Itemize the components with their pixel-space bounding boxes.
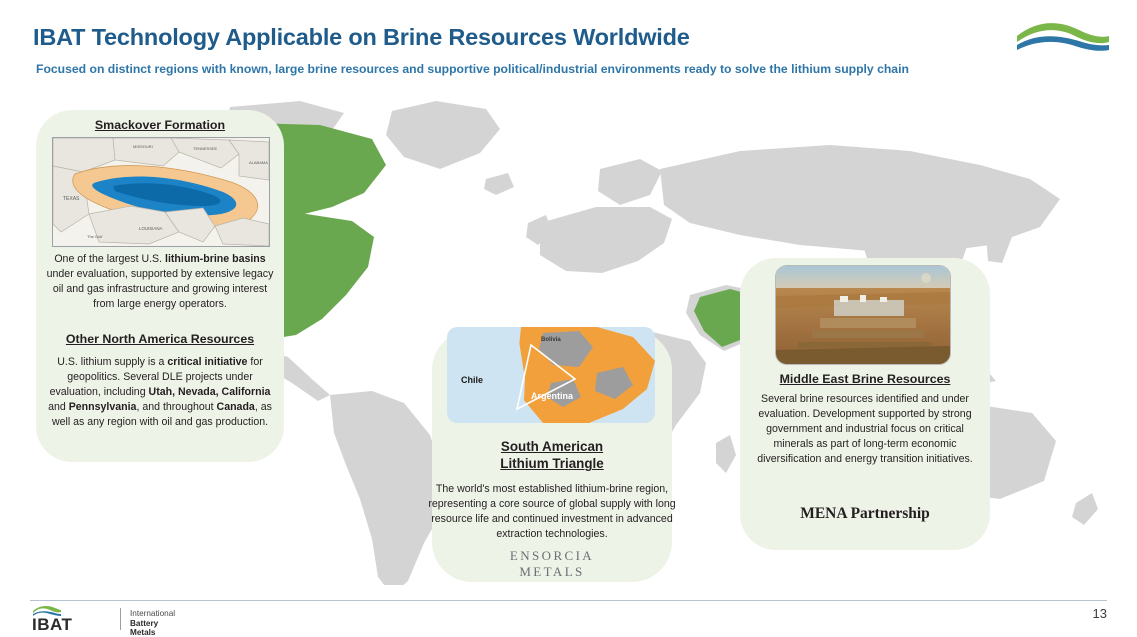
smackover-heading: Smackover Formation (94, 118, 226, 132)
footer-divider (30, 600, 1107, 601)
middle-east-description: Several brine resources identified and under evaluation. Development supported by strong government and industrial focus on critical minerals as part of long-term economic diversification and energy transition initiatives. (757, 393, 973, 466)
other-north-america-description: U.S. lithium supply is a critical initiative for geopolitics. Several DLE projects under evaluation, including Utah, Nevada, California and Pennsylvania, and throughout Canada, as well as any region with oil and gas production. (48, 356, 272, 429)
smackover-description: One of the largest U.S. lithium-brine basins under evaluation, supported by extensive legacy oil and gas infrastructure and growing interest from large energy operators. (46, 253, 274, 311)
page-title: IBAT Technology Applicable on Brine Resources Worldwide (33, 24, 690, 50)
mena-partnership-label: MENA Partnership (800, 505, 930, 522)
svg-text:MISSOURI: MISSOURI (133, 144, 153, 149)
svg-text:TENNESSEE: TENNESSEE (193, 146, 218, 151)
south-america-heading-line-2: Lithium Triangle (500, 456, 604, 472)
footer-logo-subtitle-1: International (130, 609, 176, 618)
svg-text:LOUISIANA: LOUISIANA (139, 226, 163, 231)
page-subtitle: Focused on distinct regions with known, large brine resources and supportive political/industrial environments ready to solve the lithium supply chain (36, 62, 909, 76)
smackover-formation-map (52, 137, 270, 247)
ensorcia-metals-logo (432, 548, 672, 581)
svg-text:Argentina: Argentina (531, 391, 574, 401)
svg-text:Bolivia: Bolivia (541, 337, 561, 343)
svg-text:ALABAMA: ALABAMA (249, 160, 268, 165)
middle-east-heading: Middle East Brine Resources (779, 372, 951, 386)
footer-logo-divider (120, 608, 121, 630)
lithium-triangle-map (447, 327, 655, 423)
other-north-america-heading: Other North America Resources (65, 332, 255, 346)
south-america-heading-line-1: South American (500, 439, 604, 454)
mena-brine-facility-photo (775, 265, 951, 365)
south-america-description: The world's most established lithium-brine region, representing a core source of global supply with long resource life and continued investment in advanced extraction technologies. (428, 483, 676, 541)
footer-logo-wordmark: IBAT (32, 615, 73, 634)
svg-text:Chile: Chile (461, 375, 484, 385)
ensorcia-logo-line-1: ENSORCIA (509, 548, 595, 563)
svg-text:The Gulf: The Gulf (87, 234, 103, 239)
ibat-swoosh-logo-icon (1013, 16, 1113, 56)
ensorcia-logo-line-2: METALS (519, 564, 585, 580)
svg-text:TEXAS: TEXAS (63, 196, 80, 202)
footer-logo-subtitle-2: Battery Metals (130, 619, 159, 637)
page-number: 13 (1092, 606, 1107, 621)
south-america-heading (432, 438, 672, 473)
footer-logo (32, 604, 182, 637)
